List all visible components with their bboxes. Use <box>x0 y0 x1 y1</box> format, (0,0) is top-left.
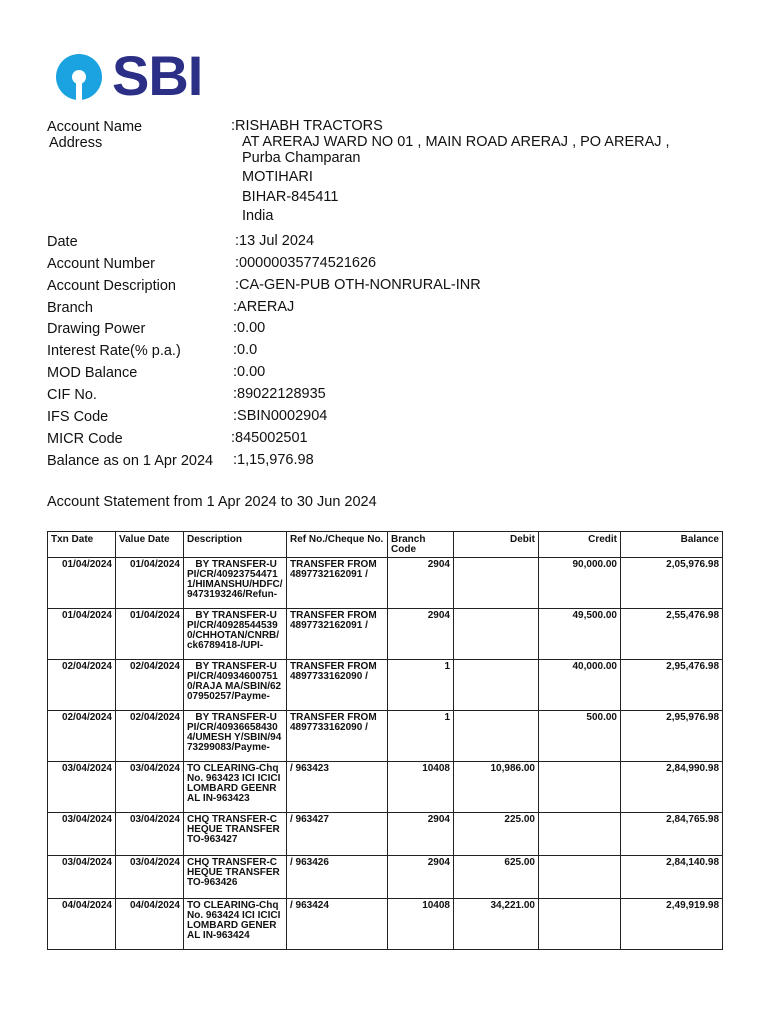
opening-balance-value: :1,15,976.98 <box>233 452 314 468</box>
address-line: Purba Champaran <box>242 150 361 166</box>
mod-balance-label: MOD Balance <box>47 365 138 381</box>
cell-credit <box>539 856 621 899</box>
cell-balance: 2,05,976.98 <box>621 558 723 609</box>
table-row <box>48 856 723 899</box>
address-line: India <box>242 208 274 224</box>
cell-txn-date: 01/04/2024 <box>48 609 116 660</box>
cell-credit: 49,500.00 <box>539 609 621 660</box>
cell-ref-no: TRANSFER FROM 4897732162091 / <box>287 609 388 660</box>
cell-value-date: 02/04/2024 <box>116 711 184 762</box>
cell-branch-code: 2904 <box>388 813 454 856</box>
header-ref-no: Ref No./Cheque No. <box>287 532 388 558</box>
cif-number-label: CIF No. <box>47 387 97 403</box>
address-label: Address <box>49 135 103 151</box>
table-row <box>48 711 723 762</box>
cell-txn-date: 02/04/2024 <box>48 711 116 762</box>
cell-debit: 225.00 <box>454 813 539 856</box>
cell-ref-no: / 963427 <box>287 813 388 856</box>
cell-ref-no: TRANSFER FROM 4897732162091 / <box>287 558 388 609</box>
cell-value-date: 01/04/2024 <box>116 609 184 660</box>
cell-credit <box>539 813 621 856</box>
interest-rate-value: :0.0 <box>233 342 258 358</box>
opening-balance-label: Balance as on 1 Apr 2024 <box>47 453 214 469</box>
cell-description: BY TRANSFER-UPI/CR/409346007510/RAJA MA/SBIN/6207950257/Payme- <box>184 660 287 711</box>
cell-balance: 2,84,140.98 <box>621 856 723 899</box>
cell-balance: 2,49,919.98 <box>621 899 723 950</box>
table-row <box>48 899 723 950</box>
table-row <box>48 813 723 856</box>
cell-ref-no: TRANSFER FROM 4897733162090 / <box>287 660 388 711</box>
cell-debit: 625.00 <box>454 856 539 899</box>
account-number-label: Account Number <box>47 256 155 272</box>
micr-code-label: MICR Code <box>47 431 123 447</box>
header-credit: Credit <box>539 532 621 558</box>
cell-branch-code: 2904 <box>388 609 454 660</box>
cell-branch-code: 10408 <box>388 762 454 813</box>
cell-description: BY TRANSFER-UPI/CR/409285445390/CHHOTAN/CNRB/ck6789418-/UPI- <box>184 609 287 660</box>
cif-number-value: :89022128935 <box>233 386 326 402</box>
cell-debit <box>454 660 539 711</box>
address-line: AT ARERAJ WARD NO 01 , MAIN ROAD ARERAJ , PO ARERAJ , <box>242 134 670 150</box>
cell-value-date: 03/04/2024 <box>116 762 184 813</box>
cell-value-date: 02/04/2024 <box>116 660 184 711</box>
cell-debit <box>454 711 539 762</box>
cell-debit <box>454 558 539 609</box>
account-description-label: Account Description <box>47 278 176 294</box>
header-balance: Balance <box>621 532 723 558</box>
drawing-power-label: Drawing Power <box>47 321 146 337</box>
cell-value-date: 03/04/2024 <box>116 813 184 856</box>
cell-branch-code: 2904 <box>388 558 454 609</box>
cell-txn-date: 03/04/2024 <box>48 856 116 899</box>
cell-credit: 90,000.00 <box>539 558 621 609</box>
account-name-label: Account Name <box>47 119 143 135</box>
cell-branch-code: 2904 <box>388 856 454 899</box>
table-row <box>48 660 723 711</box>
header-branch-code: Branch Code <box>388 532 454 558</box>
header-value-date: Value Date <box>116 532 184 558</box>
micr-code-value: :845002501 <box>231 430 308 446</box>
cell-branch-code: 1 <box>388 660 454 711</box>
cell-credit: 40,000.00 <box>539 660 621 711</box>
table-row <box>48 762 723 813</box>
cell-credit <box>539 762 621 813</box>
cell-debit: 34,221.00 <box>454 899 539 950</box>
header-txn-date: Txn Date <box>48 532 116 558</box>
account-name-value: :RISHABH TRACTORS <box>231 118 383 134</box>
cell-balance: 2,84,990.98 <box>621 762 723 813</box>
mod-balance-value: :0.00 <box>233 364 266 380</box>
interest-rate-label: Interest Rate(% p.a.) <box>47 343 181 359</box>
cell-description: BY TRANSFER-UPI/CR/409237544711/HIMANSHU/HDFC/9473193246/Refun- <box>184 558 287 609</box>
header-description: Description <box>184 532 287 558</box>
cell-txn-date: 03/04/2024 <box>48 813 116 856</box>
ifs-code-label: IFS Code <box>47 409 109 425</box>
cell-txn-date: 03/04/2024 <box>48 762 116 813</box>
cell-txn-date: 02/04/2024 <box>48 660 116 711</box>
header-debit: Debit <box>454 532 539 558</box>
address-line: BIHAR-845411 <box>242 189 339 205</box>
cell-description: BY TRANSFER-UPI/CR/409366584304/UMESH Y/SBIN/9473299083/Payme- <box>184 711 287 762</box>
address-line: MOTIHARI <box>242 169 313 185</box>
cell-ref-no: / 963424 <box>287 899 388 950</box>
cell-description: TO CLEARING-Chq No. 963423 ICI ICICI LOMBARD GEENRAL IN-963423 <box>184 762 287 813</box>
account-description-value: :CA-GEN-PUB OTH-NONRURAL-INR <box>235 277 481 293</box>
cell-description: CHQ TRANSFER-CHEQUE TRANSFER TO-963427 <box>184 813 287 856</box>
transactions-table <box>47 531 723 950</box>
drawing-power-value: :0.00 <box>233 320 266 336</box>
cell-balance: 2,55,476.98 <box>621 609 723 660</box>
cell-debit: 10,986.00 <box>454 762 539 813</box>
branch-value: :ARERAJ <box>233 299 295 315</box>
cell-debit <box>454 609 539 660</box>
cell-value-date: 01/04/2024 <box>116 558 184 609</box>
cell-ref-no: TRANSFER FROM 4897733162090 / <box>287 711 388 762</box>
date-label: Date <box>47 234 78 250</box>
cell-description: CHQ TRANSFER-CHEQUE TRANSFER TO-963426 <box>184 856 287 899</box>
date-value: :13 Jul 2024 <box>235 233 315 249</box>
table-row <box>48 558 723 609</box>
branch-label: Branch <box>47 300 93 316</box>
cell-balance: 2,84,765.98 <box>621 813 723 856</box>
cell-credit: 500.00 <box>539 711 621 762</box>
statement-title: Account Statement from 1 Apr 2024 to 30 Jun 2024 <box>47 494 377 510</box>
cell-value-date: 04/04/2024 <box>116 899 184 950</box>
cell-value-date: 03/04/2024 <box>116 856 184 899</box>
cell-txn-date: 01/04/2024 <box>48 558 116 609</box>
cell-branch-code: 10408 <box>388 899 454 950</box>
sbi-logo-text: SBI <box>112 44 203 107</box>
table-header-row <box>48 532 723 558</box>
cell-description: TO CLEARING-Chq No. 963424 ICI ICICI LOMBARD GENERAL IN-963424 <box>184 899 287 950</box>
account-number-value: :00000035774521626 <box>235 255 377 271</box>
cell-ref-no: / 963423 <box>287 762 388 813</box>
cell-ref-no: / 963426 <box>287 856 388 899</box>
cell-balance: 2,95,976.98 <box>621 711 723 762</box>
cell-branch-code: 1 <box>388 711 454 762</box>
table-row <box>48 609 723 660</box>
ifs-code-value: :SBIN0002904 <box>233 408 328 424</box>
cell-txn-date: 04/04/2024 <box>48 899 116 950</box>
cell-balance: 2,95,476.98 <box>621 660 723 711</box>
cell-credit <box>539 899 621 950</box>
